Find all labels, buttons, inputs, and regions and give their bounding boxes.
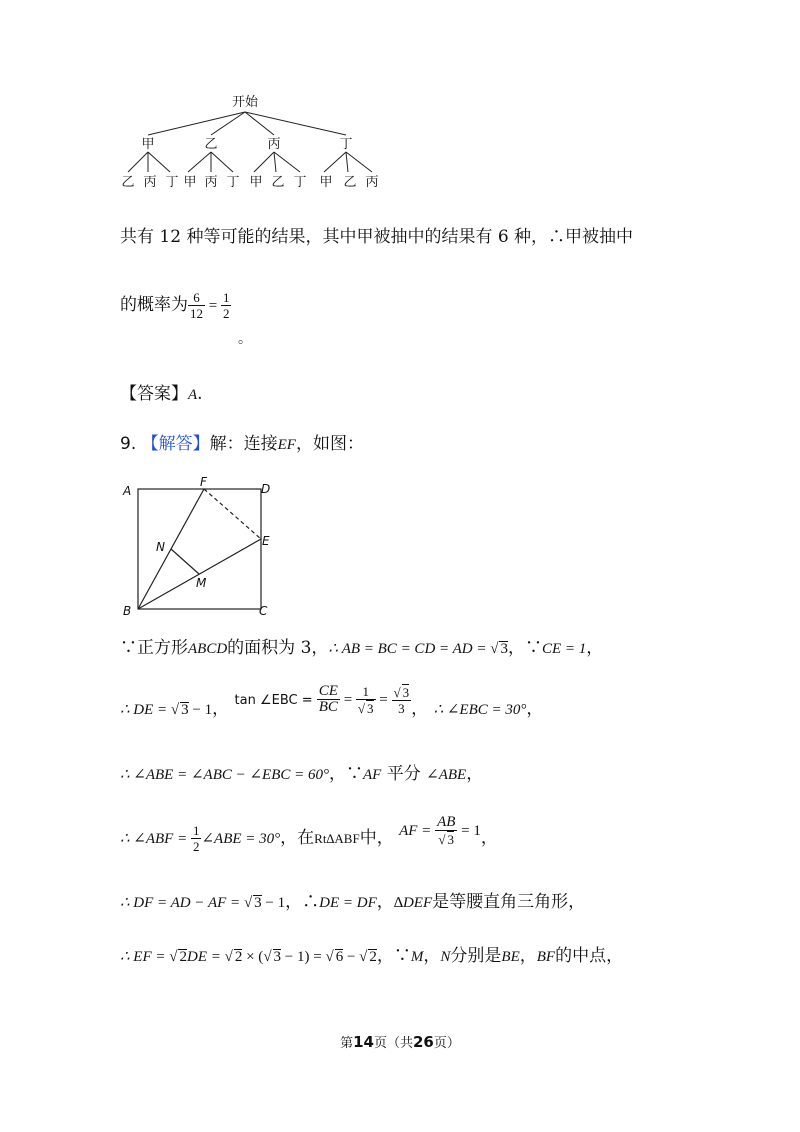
- result-paragraph: 共有 12 种等可能的结果，其中甲被抽中的结果有 6 种，∴甲被抽中: [120, 227, 634, 247]
- solution-tag: 【解答】: [141, 434, 210, 454]
- label-f: F: [200, 475, 207, 489]
- tree-leaf: 丙: [365, 175, 379, 190]
- tree-leaf: 丁: [226, 175, 240, 190]
- tree-leaf: 丁: [165, 175, 179, 190]
- tree-leaf: 乙: [121, 175, 135, 190]
- fraction: $\frac{6}{12}$: [190, 290, 203, 321]
- tree-leaf: 丙: [143, 175, 157, 190]
- tree-node-l1: 乙: [204, 137, 218, 152]
- period-mark: 。: [238, 331, 252, 347]
- tree-leaf: 乙: [271, 175, 285, 190]
- label-d: D: [261, 482, 271, 496]
- solution-line-5: ∴ DF = AD − AF = √ 3 − 1，∴DE = DF，∆DEF是等腰直角三角形，: [120, 892, 586, 912]
- tree-node-l1: 甲: [141, 137, 155, 152]
- label-b: B: [123, 604, 132, 618]
- tree-leaf: 乙: [343, 175, 357, 190]
- total-pages-number: 26: [413, 1033, 434, 1051]
- tree-node-l1: 丁: [339, 137, 353, 152]
- probability-line: 的概率为 $\frac{6}{12}$ = $\frac{1}{2}$: [120, 290, 230, 321]
- label-e: E: [262, 534, 270, 548]
- label-a: A: [123, 484, 132, 498]
- tree-root: 开始: [231, 95, 259, 110]
- fraction: $\frac{1}{2}$: [222, 290, 230, 321]
- answer-line: 【答案】A.: [120, 384, 203, 404]
- label-n: N: [156, 540, 165, 554]
- solution-line-3: ∴ ∠ABE = ∠ABC − ∠EBC = 60°，∵AF 平分 ∠ABE，: [120, 764, 484, 784]
- solution-line-4: ∴ ∠ABF = $\frac{1}{2}$ ∠ABE = 30°，在Rt∆ABF中， AF = $\frac{AB}{√ 3}$ = 1，: [120, 813, 498, 854]
- solution-line-6: ∴ EF = √ 2DE = √ 2 × (√ 3 − 1) = √ 6 − √ 2，∵M，N分别是BE，BF的中点，: [120, 946, 624, 966]
- current-page-number: 14: [353, 1033, 374, 1051]
- tree-leaf: 甲: [319, 175, 333, 190]
- label-c: C: [259, 604, 268, 618]
- square-geometry-figure: [115, 474, 285, 619]
- tree-node-l1: 丙: [267, 137, 281, 152]
- tree-leaf: 丙: [204, 175, 218, 190]
- probability-tree-diagram: [110, 88, 400, 193]
- page-footer: 第14页（共26页）: [340, 1033, 460, 1051]
- tree-leaf: 甲: [183, 175, 197, 190]
- label-m: M: [196, 576, 207, 590]
- solution-line-1: ∵正方形ABCD的面积为 3，∴ AB = BC = CD = AD = √ 3，∵CE = 1，: [120, 638, 604, 658]
- solution-line-2: ∴ DE = √ 3 − 1， $^{tan \angle EBC =}$ $\frac{CE}{BC}$ = $\frac{1}{√ 3}$ = $\frac{√ 3}{3}$ ， ∴ ∠EBC = 30°，: [120, 683, 544, 719]
- tree-leaf: 丁: [293, 175, 307, 190]
- tree-leaf: 甲: [249, 175, 263, 190]
- question-9-header: 9. 【解答】解：连接EF，如图：: [120, 434, 364, 454]
